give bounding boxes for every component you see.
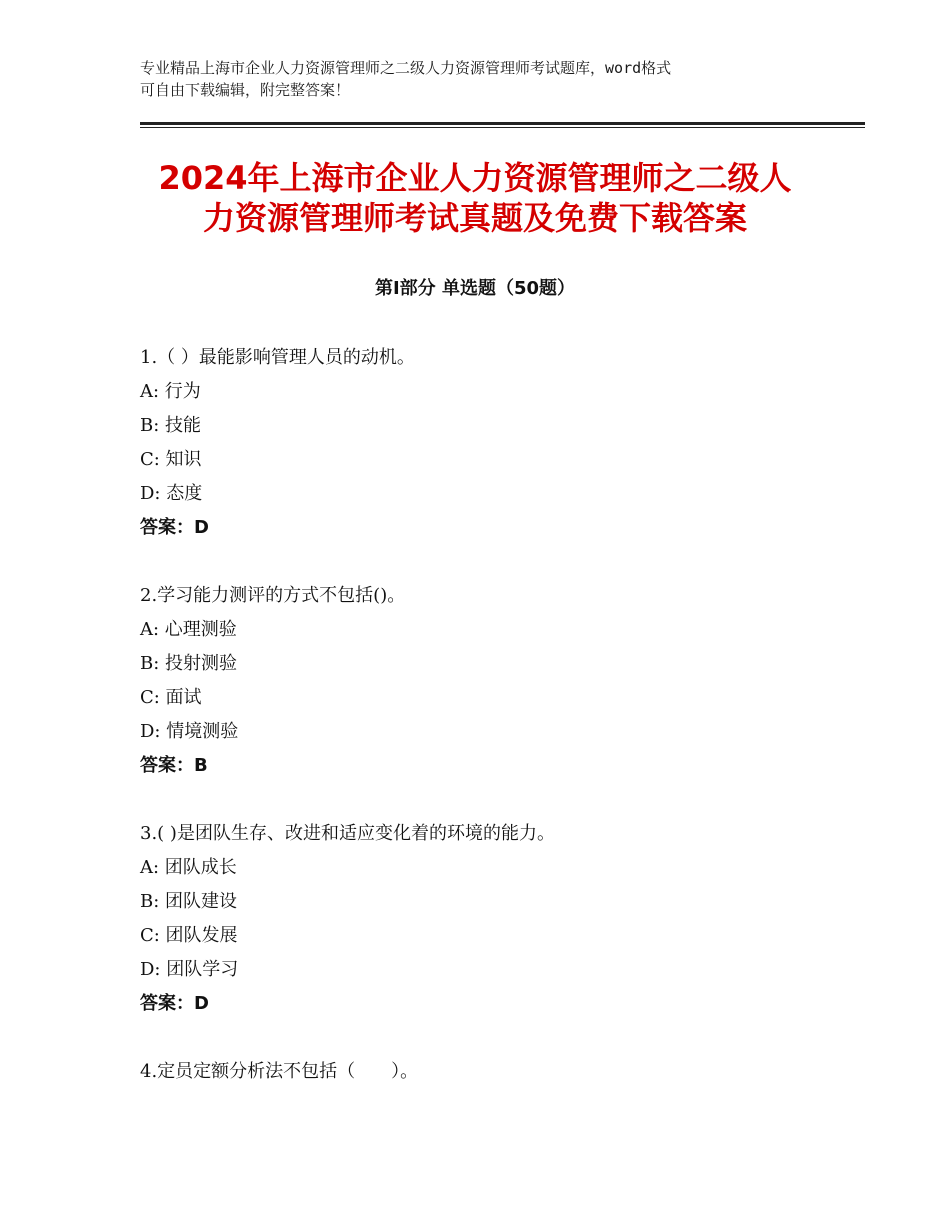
question-1-option-c: C: 知识 bbox=[140, 449, 202, 470]
question-1-answer: 答案：D bbox=[140, 517, 209, 538]
question-2-answer: 答案：B bbox=[140, 755, 208, 776]
question-list bbox=[140, 343, 840, 1125]
document-title-line-2: 力资源管理师考试真题及免费下载答案 bbox=[202, 199, 747, 237]
question-4-stem: 4.定员定额分析法不包括（ ）。 bbox=[140, 1061, 419, 1082]
question-2-option-b: B: 投射测验 bbox=[140, 653, 238, 674]
question-2-option-c: C: 面试 bbox=[140, 687, 202, 708]
question-4 bbox=[140, 1057, 840, 1091]
header-note bbox=[140, 57, 810, 101]
document-title bbox=[90, 158, 860, 238]
question-1 bbox=[140, 343, 840, 547]
question-1-option-d: D: 态度 bbox=[140, 483, 203, 504]
question-3-option-a: A: 团队成长 bbox=[140, 857, 237, 878]
question-2-option-d: D: 情境测验 bbox=[140, 721, 239, 742]
question-1-stem: 1.（ ）最能影响管理人员的动机。 bbox=[140, 347, 415, 368]
section-heading: 第Ⅰ部分 单选题（50题） bbox=[374, 278, 575, 299]
question-1-option-a: A: 行为 bbox=[140, 381, 201, 402]
question-3-stem: 3.( )是团队生存、改进和适应变化着的环境的能力。 bbox=[140, 823, 555, 844]
header-divider-thick bbox=[140, 122, 865, 125]
question-3-option-c: C: 团队发展 bbox=[140, 925, 238, 946]
header-note-line-1: 专业精品上海市企业人力资源管理师之二级人力资源管理师考试题库，word格式 bbox=[140, 59, 672, 77]
question-2-stem: 2.学习能力测评的方式不包括()。 bbox=[140, 585, 406, 606]
question-3-option-d: D: 团队学习 bbox=[140, 959, 239, 980]
question-1-option-b: B: 技能 bbox=[140, 415, 202, 436]
question-2 bbox=[140, 581, 840, 785]
document-title-line-1: 2024年上海市企业人力资源管理师之二级人 bbox=[158, 159, 792, 197]
header-divider-thin bbox=[140, 127, 865, 128]
question-3-answer: 答案：D bbox=[140, 993, 209, 1014]
question-3 bbox=[140, 819, 840, 1023]
header-note-line-2: 可自由下载编辑，附完整答案！ bbox=[140, 81, 351, 99]
question-3-option-b: B: 团队建设 bbox=[140, 891, 238, 912]
question-2-option-a: A: 心理测验 bbox=[140, 619, 237, 640]
